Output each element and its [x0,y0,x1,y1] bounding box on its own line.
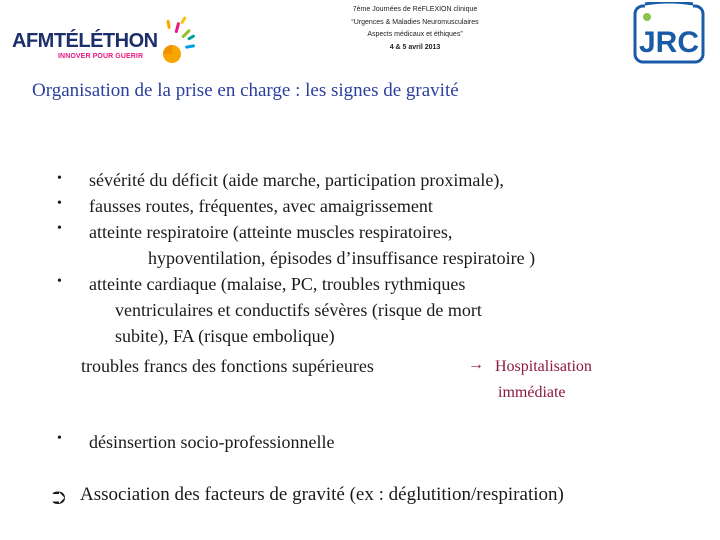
conference-title: 7ème Journées de RéFLEXION clinique [352,6,478,13]
bullet-continuation: ventriculaires et conductifs sévères (risque de mort [115,300,482,320]
afm-logo-tagline: INNOVER POUR GUERIR [58,53,144,60]
bullet-text: troubles francs des fonctions supérieures [81,356,374,376]
bullet-text: désinsertion socio-professionnelle [89,432,335,452]
conclusion-text: Association des facteurs de gravité (ex : déglutition/respiration) [80,484,564,505]
conclusion-arrow-icon: ⮊ [52,488,66,509]
bullet-marker: • [57,431,62,446]
bullet-continuation: hypoventilation, épisodes d’insuffisance respiratoire ) [148,248,536,268]
bullet-marker: • [57,221,62,236]
right-arrow-icon: → [468,356,484,373]
bullet-text: fausses routes, fréquentes, avec amaigrissement [89,196,433,216]
bullet-text: atteinte cardiaque (malaise, PC, troubles rythmiques [89,274,466,294]
conference-subtopic: Aspects médicaux et éthiques” [367,31,463,38]
bullet-continuation: subite), FA (risque embolique) [115,326,335,346]
hospitalisation-label: Hospitalisation [495,358,592,375]
bullet-text: atteinte respiratoire (atteinte muscles respiratoires, [89,222,453,242]
slide-title: Organisation de la prise en charge : les signes de gravité [32,80,459,101]
bullet-marker: • [57,171,62,186]
afm-logo-name: AFMTÉLÉTHON [12,30,158,52]
conference-dates: 4 & 5 avril 2013 [389,43,441,51]
jrc-logo-text: JRC [638,26,700,59]
bullet-marker: • [57,274,62,289]
immediate-label: immédiate [498,384,566,401]
bullet-text: sévérité du déficit (aide marche, participation proximale), [89,170,504,190]
conference-topic: “Urgences & Maladies Neuromusculaires [351,18,479,26]
bullet-marker: • [57,196,62,211]
